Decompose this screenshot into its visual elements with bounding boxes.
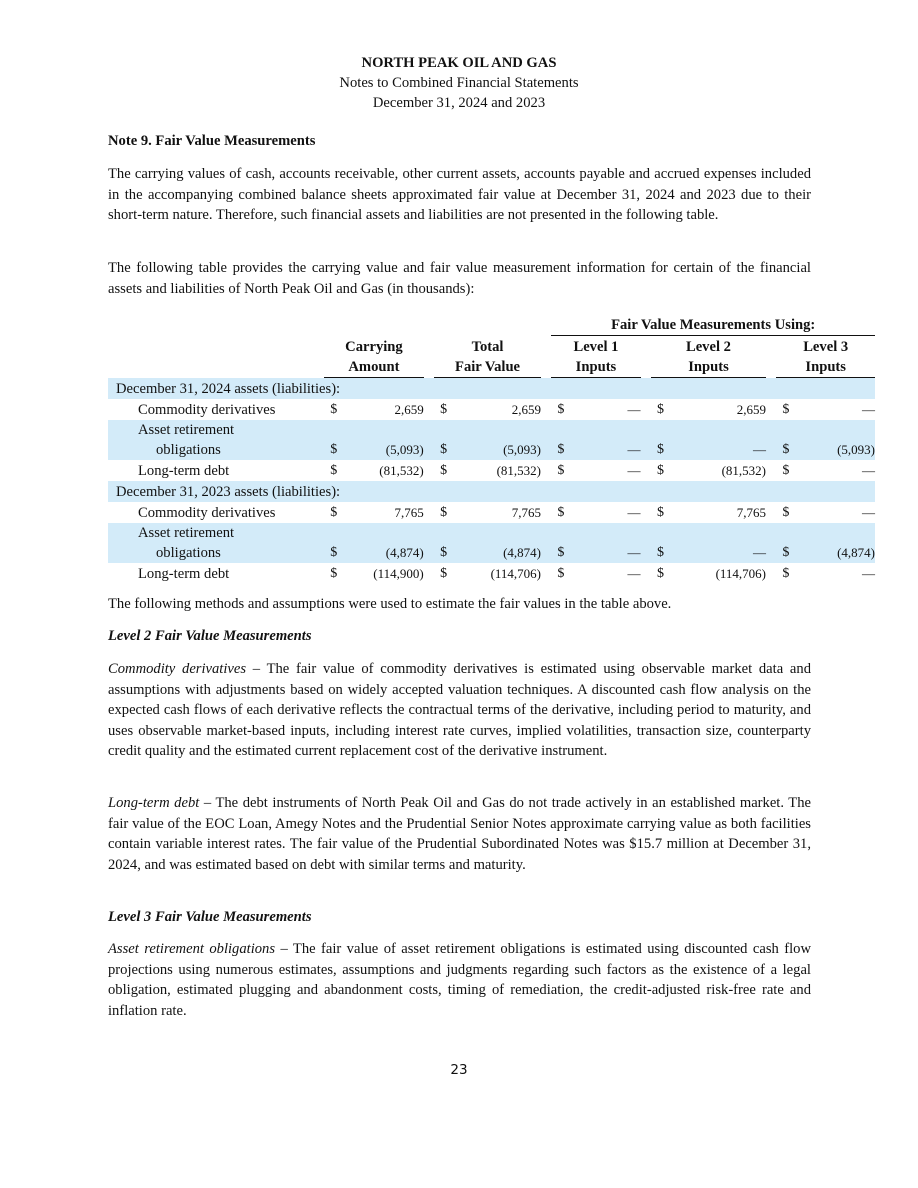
- cell-value: (114,900): [373, 566, 424, 581]
- cell-value: (81,532): [721, 463, 767, 478]
- row-label-line2: obligations: [156, 545, 221, 561]
- currency-symbol: $: [440, 463, 448, 478]
- column-header-line1: Carrying: [345, 339, 403, 355]
- currency-symbol: $: [557, 566, 565, 581]
- table-row: [108, 563, 875, 584]
- cell-value: —: [627, 463, 641, 478]
- cell-value: —: [862, 505, 875, 520]
- cell-value: (81,532): [496, 463, 541, 478]
- section-title: December 31, 2023 assets (liabilities):: [108, 481, 875, 502]
- cell-value: (114,706): [715, 566, 767, 581]
- long-term-debt-text: – The debt instruments of North Peak Oil and Gas do not trade actively in an established market. The fair value of the EOC Loan, Amegy Notes and the Prudential Senior Notes approximate carrying value as both facilities contain variable interest rates. The fair value of the Prudential Subordinated Notes was $15.7 million at December 31, 2024, and was estimated based on debt with similar terms and maturity.: [108, 795, 811, 873]
- row-label-line2: obligations: [156, 442, 221, 458]
- currency-symbol: $: [440, 402, 448, 417]
- cell-value: —: [595, 523, 640, 563]
- currency-symbol: $: [656, 402, 664, 417]
- commodity-derivatives-term: Commodity derivatives: [108, 661, 247, 677]
- table-row: [108, 420, 875, 460]
- currency-symbol: $: [330, 505, 338, 520]
- currency-symbol: $: [557, 463, 565, 478]
- currency-symbol: $: [557, 402, 565, 417]
- table-row: [108, 399, 875, 420]
- currency-symbol: $: [782, 505, 790, 520]
- currency-symbol: $: [551, 420, 595, 460]
- column-header-line2: Amount: [324, 357, 424, 378]
- currency-symbol: $: [651, 420, 694, 460]
- currency-symbol: $: [651, 523, 694, 563]
- cell-value: 2,659: [511, 402, 541, 417]
- note-title: Note 9. Fair Value Measurements: [108, 133, 316, 149]
- cell-value: —: [862, 566, 875, 581]
- cell-value: (5,093): [469, 420, 541, 460]
- row-label: [108, 563, 324, 584]
- cell-value: 7,765: [736, 505, 767, 520]
- table-row: [108, 460, 875, 481]
- cell-value: —: [694, 523, 766, 563]
- row-label-line1: Commodity derivatives: [138, 505, 276, 521]
- column-header-line2: Inputs: [651, 357, 766, 378]
- column-header-line1: Level 1: [573, 339, 619, 355]
- currency-symbol: $: [656, 463, 664, 478]
- row-label: [108, 460, 324, 481]
- table-intro-paragraph: The following table provides the carrying value and fair value measurement information for certain of the financial assets and liabilities of North Peak Oil and Gas (in thousands):: [108, 260, 811, 297]
- cell-value: (5,093): [811, 420, 875, 460]
- cell-value: (81,532): [379, 463, 424, 478]
- column-header-line1: Level 2: [685, 339, 731, 355]
- currency-symbol: $: [776, 420, 811, 460]
- commodity-derivatives-paragraph: [108, 659, 811, 762]
- currency-symbol: $: [324, 420, 353, 460]
- currency-symbol: $: [656, 566, 664, 581]
- aro-term: Asset retirement obligations: [108, 941, 276, 957]
- section-title: December 31, 2024 assets (liabilities):: [108, 378, 875, 399]
- level3-title: Level 3 Fair Value Measurements: [108, 909, 312, 925]
- level2-title: Level 2 Fair Value Measurements: [108, 628, 312, 644]
- section-header-row: [108, 481, 875, 502]
- fair-value-table: [108, 314, 875, 584]
- row-label-line1: Long-term debt: [138, 566, 230, 582]
- fair-value-group-header: Fair Value Measurements Using:: [551, 314, 875, 336]
- cell-value: 7,765: [511, 505, 541, 520]
- commodity-derivatives-text: – The fair value of commodity derivatives is estimated using observable market data and assumptions with adjustments based on widely accepted valuation techniques. A discounted cash flow analysis on the expected cash flows of each derivative reflects the contractual terms of the derivative, including period to maturity, and uses observable market-based inputs, including interest rate curves, implied volatilities, transaction size, counterparty credit quality and the estimated current replacement cost of the derivative instrument.: [108, 661, 811, 760]
- cell-value: (4,874): [469, 523, 541, 563]
- column-header-line2: Inputs: [776, 357, 875, 378]
- cell-value: 2,659: [736, 402, 767, 417]
- cell-value: —: [627, 402, 641, 417]
- column-header-line1: Total: [471, 339, 504, 355]
- cell-value: (5,093): [353, 420, 424, 460]
- table-row: [108, 523, 875, 563]
- company-name: NORTH PEAK OIL AND GAS: [361, 55, 557, 71]
- cell-value: (114,706): [490, 566, 541, 581]
- cell-value: —: [862, 463, 875, 478]
- column-header-line2: Fair Value: [434, 357, 541, 378]
- cell-value: —: [694, 420, 766, 460]
- currency-symbol: $: [434, 420, 469, 460]
- row-label-line1: Asset retirement: [138, 525, 235, 541]
- table-row: [108, 502, 875, 523]
- intro-paragraph: The carrying values of cash, accounts receivable, other current assets, accounts payable and accrued expenses included in the accompanying combined balance sheets approximated fair value at December 31, 2024 and 2023 due to their short-term nature. Therefore, such financial assets and liabilities are not presented in the following table.: [108, 166, 811, 224]
- row-label-line1: Asset retirement: [138, 422, 235, 438]
- currency-symbol: $: [557, 505, 565, 520]
- cell-value: —: [627, 566, 641, 581]
- long-term-debt-paragraph: [108, 793, 811, 875]
- cell-value: —: [595, 420, 640, 460]
- currency-symbol: $: [330, 463, 338, 478]
- cell-value: 2,659: [394, 402, 424, 417]
- methods-paragraph: The following methods and assumptions were used to estimate the fair values in the table above.: [108, 596, 672, 612]
- row-label: [108, 502, 324, 523]
- aro-paragraph: [108, 939, 811, 1021]
- section-header-row: [108, 378, 875, 399]
- row-label: [108, 523, 324, 563]
- currency-symbol: $: [776, 523, 811, 563]
- page-number: 23: [450, 1062, 468, 1078]
- currency-symbol: $: [330, 566, 338, 581]
- cell-value: 7,765: [394, 505, 424, 520]
- currency-symbol: $: [434, 523, 469, 563]
- currency-symbol: $: [782, 402, 790, 417]
- currency-symbol: $: [324, 523, 353, 563]
- column-header-line1: Level 3: [803, 339, 849, 355]
- currency-symbol: $: [330, 402, 338, 417]
- row-label-line1: Long-term debt: [138, 463, 230, 479]
- currency-symbol: $: [440, 505, 448, 520]
- row-label: [108, 399, 324, 420]
- cell-value: (4,874): [353, 523, 424, 563]
- currency-symbol: $: [782, 566, 790, 581]
- document-subtitle: Notes to Combined Financial Statements: [339, 75, 579, 91]
- row-label: [108, 420, 324, 460]
- aro-text: – The fair value of asset retirement obligations is estimated using discounted cash flow projections using numerous estimates, assumptions and judgments regarding such factors as the existence of a legal obligation, estimated plugging and abandonment costs, timing of remediation, the credit-adjusted risk-free rate and inflation rate.: [108, 941, 811, 1019]
- cell-value: (4,874): [811, 523, 875, 563]
- currency-symbol: $: [440, 566, 448, 581]
- document-date: December 31, 2024 and 2023: [372, 95, 546, 111]
- cell-value: —: [627, 505, 641, 520]
- long-term-debt-term: Long-term debt: [108, 795, 200, 811]
- currency-symbol: $: [656, 505, 664, 520]
- currency-symbol: $: [782, 463, 790, 478]
- column-header-line2: Inputs: [551, 357, 640, 378]
- cell-value: —: [862, 402, 875, 417]
- row-label-line1: Commodity derivatives: [138, 402, 276, 418]
- currency-symbol: $: [551, 523, 595, 563]
